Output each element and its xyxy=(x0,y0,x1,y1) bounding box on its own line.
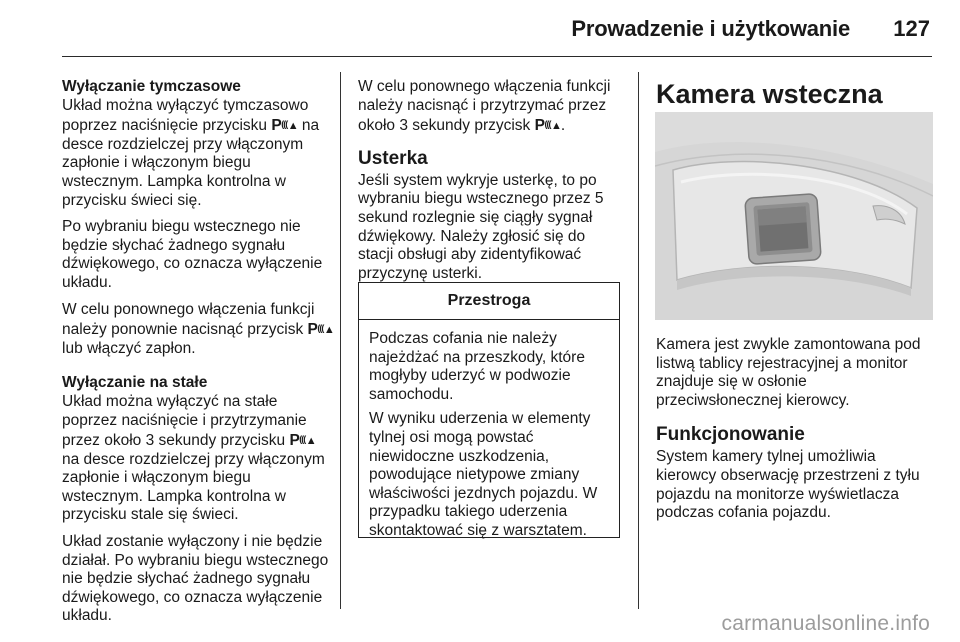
header-title: Prowadzenie i użytkowanie xyxy=(571,16,850,41)
column-divider-1 xyxy=(340,72,341,609)
parking-assist-button-icon: P(((▲ xyxy=(271,117,298,135)
reenable-paragraph: W celu ponownego włączenia funkcji należy nacisnąć i przytrzymać przez około 3 sekundy przycisk P(((▲. xyxy=(358,78,611,135)
column-1 xyxy=(62,78,334,634)
heading-functioning: Funkcjonowanie xyxy=(656,424,805,446)
temporary-disable-paragraph-1: Układ można wyłączyć tymczasowo poprzez naciśnięcie przycisku P(((▲ na desce rozdzielczej przy włączonym zapłonie i włączonym biegu wstecznym. Lampka kontrolna w przycisku świeci się. xyxy=(62,96,320,209)
permanent-disable-paragraph-1: Układ można wyłączyć na stałe poprzez naciśnięcie i przytrzymanie przez około 3 sekundy przycisku P(((▲ na desce rozdzielczej przy włączonym zapłonie i włączonym biegu wstecznym. Lampka kontrolna w przycisku stale się świeci. xyxy=(62,392,325,524)
parking-assist-button-icon: P(((▲ xyxy=(534,117,561,135)
watermark: carmanualsonline.info xyxy=(721,612,930,635)
heading-temporary-disable: Wyłączanie tymczasowe xyxy=(62,78,241,95)
header-rule xyxy=(62,56,932,57)
permanent-disable-paragraph-2: Układ zostanie wyłączony i nie będzie działał. Po wybraniu biegu wstecznego nie będzie słychać żadnego sygnału dźwiękowego, co oznacza wyłączenie układu. xyxy=(62,533,329,625)
sun-visor-monitor-illustration xyxy=(655,112,933,320)
temporary-disable-paragraph-2: Po wybraniu biegu wstecznego nie będzie słychać żadnego sygnału dźwiękowego, co oznacza wyłączenie układu. xyxy=(62,218,323,291)
column-3 xyxy=(656,78,936,110)
heading-rear-camera: Kamera wsteczna xyxy=(656,79,883,109)
caution-paragraph-1: Podczas cofania nie należy najeżdżać na przeszkody, które mogłyby uderzyć w podwozie samochodu. xyxy=(369,330,585,403)
temporary-disable-paragraph-3: W celu ponownego włączenia funkcji należy ponownie nacisnąć przycisk P(((▲ lub włączyć zapłon. xyxy=(62,300,334,357)
caution-title: Przestroga xyxy=(359,283,619,320)
caution-paragraph-2: W wyniku uderzenia w elementy tylnej osi mogą powstać niewidoczne uszkodzenia, powodujące nietypowe zmiany właściwości jezdnych pojazdu. W przypadku takiego uderzenia skontaktować się z warsztatem. xyxy=(369,410,598,539)
page-number: 127 xyxy=(893,16,930,41)
column-2 xyxy=(358,78,624,291)
sun-visor-monitor-image xyxy=(655,112,933,320)
functioning-paragraph: System kamery tylnej umożliwia kierowcy obserwację przestrzeni z tyłu pojazdu na monitorze wyświetlacza podczas cofania pojazdu. xyxy=(656,448,920,522)
column-divider-2 xyxy=(638,72,639,609)
camera-paragraph: Kamera jest zwykle zamontowana pod listwą tablicy rejestracyjnej a monitor znajduje się w osłonie przeciwsłonecznej kierowcy. xyxy=(656,336,921,409)
parking-assist-button-icon: P(((▲ xyxy=(307,321,334,339)
fault-paragraph: Jeśli system wykryje usterkę, to po wybraniu biegu wstecznego przez 5 sekund rozlegnie się ciągły sygnał dźwiękowy. Należy zgłosić się do stacji obsługi aby zidentyfikować przyczynę usterki. xyxy=(358,171,604,282)
heading-permanent-disable: Wyłączanie na stałe xyxy=(62,374,208,392)
caution-box xyxy=(358,282,620,538)
heading-fault: Usterka xyxy=(358,147,428,169)
column-3-text xyxy=(656,336,936,531)
parking-assist-button-icon: P(((▲ xyxy=(289,432,316,450)
